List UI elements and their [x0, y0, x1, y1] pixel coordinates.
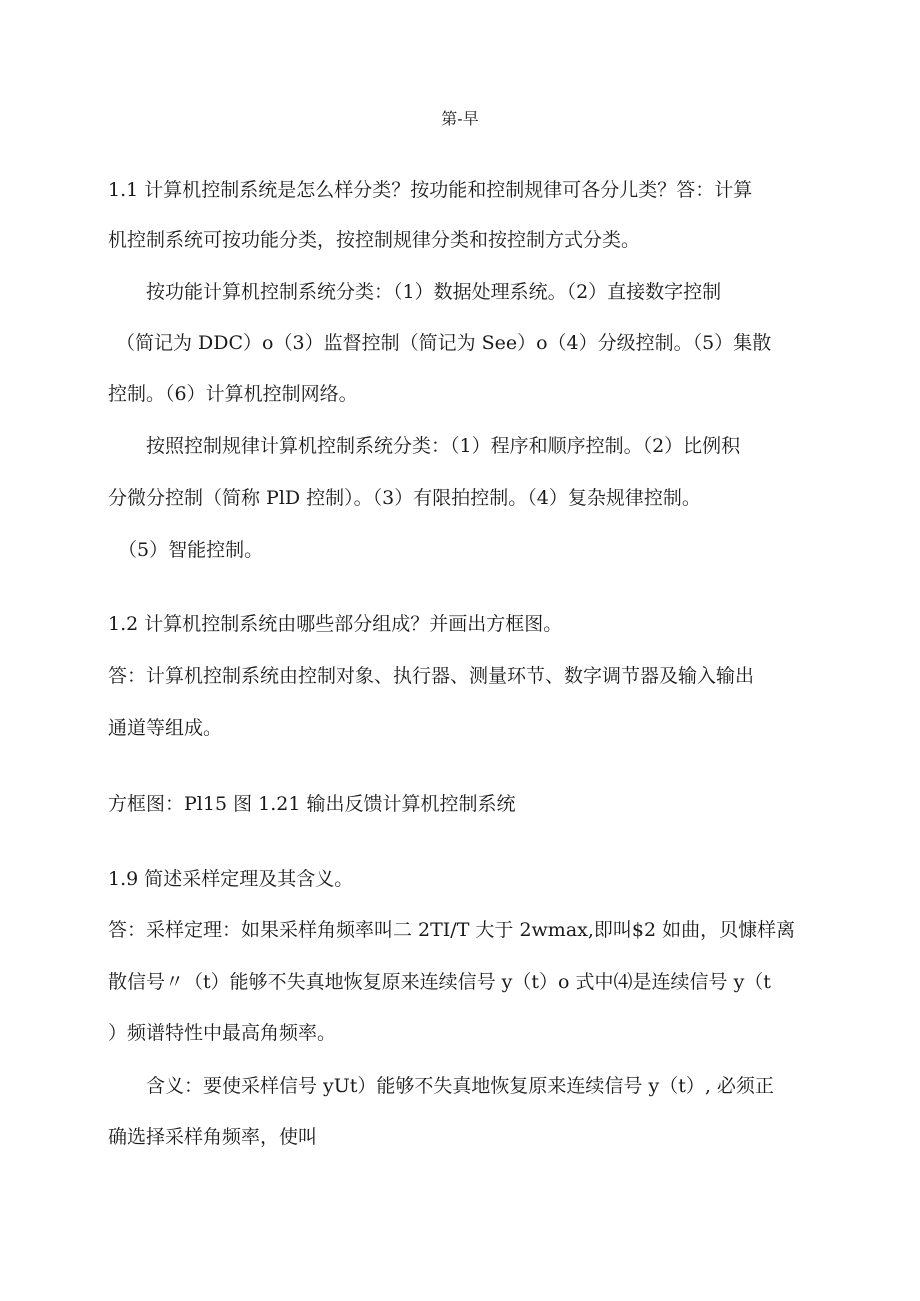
text-line-10: 答：计算机控制系统由控制对象、执行器、测量环节、数字调节器及输入输出	[108, 665, 755, 687]
text-line-16: ）频谱特性中最高角频率。	[108, 1022, 337, 1044]
text-line-12: 方框图：Pl15 图 1.21 输出反馈计算机控制系统	[108, 793, 516, 815]
text-line-14: 答：采样定理：如果采样角频率叫二 2TI/T 大于 2wmax,即叫$2 如曲，贝慷样离	[108, 919, 796, 941]
text-line-5: 控制。（6）计算机控制网络。	[108, 383, 358, 405]
page-title: 第-早	[441, 109, 479, 128]
text-line-18: 确选择采样角频率，使叫	[108, 1126, 318, 1148]
text-line-13: 1.9 简述采样定理及其含义。	[108, 868, 354, 890]
text-line-4: （简记为 DDC）o（3）监督控制（简记为 See）o（4）分级控制。（5）集散	[116, 332, 772, 354]
text-line-8: （5）智能控制。	[118, 539, 264, 561]
text-line-15: 散信号〃（t）能够不失真地恢复原来连续信号 y（t）o 式中⑷是连续信号 y（t	[108, 971, 771, 993]
text-line-1: 1.1 计算机控制系统是怎么样分类？按功能和控制规律可各分儿类？答：计算	[108, 179, 753, 201]
text-line-3: 按功能计算机控制系统分类：（1）数据处理系统。（2）直接数字控制	[146, 281, 722, 303]
text-line-7: 分微分控制（简称 PlD 控制）。（3）有限拍控制。（4）复杂规律控制。	[108, 487, 701, 509]
text-line-17: 含义：要使采样信号 yUt）能够不失真地恢复原来连续信号 y（t）, 必须正	[146, 1075, 774, 1097]
text-line-11: 通道等组成。	[108, 717, 223, 739]
text-line-9: 1.2 计算机控制系统由哪些部分组成？并画出方框图。	[108, 613, 563, 635]
text-line-2: 机控制系统可按功能分类，按控制规律分类和按控制方式分类。	[108, 229, 641, 251]
text-line-6: 按照控制规律计算机控制系统分类：（1）程序和顺序控制。（2）比例积	[146, 435, 741, 457]
